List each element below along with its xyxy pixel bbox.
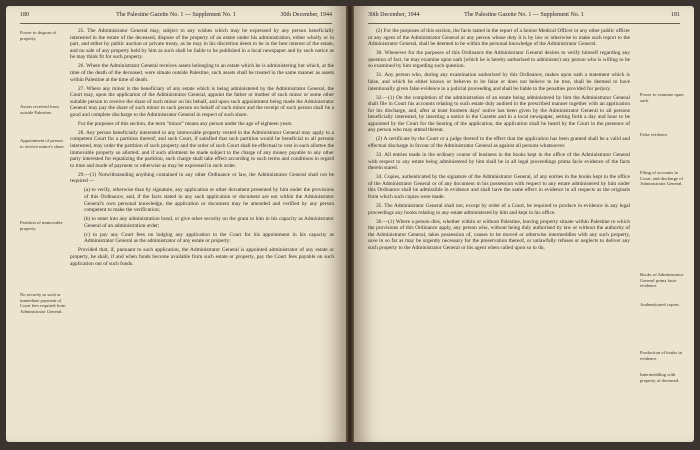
paragraph: 32.—(1) On the completion of the administration of an estate being administered by him the Administrator General shall file in Court his accounts relating to such estate duly audited in the prescribed manner together with an application for his discharge, and, after at least fourteen days' notice has been given by the Administrator General to all persons beneficially interested, by inserting a notice in the Gazette and in a local newspaper, setting forth a day and hour to be appointed by the Court for the hearing of the application, the application shall be heard by the Court in the presence of any person who may attend thereat. — [368, 94, 630, 134]
running-title: The Palestine Gazette No. 1 — Supplement No. 1 — [116, 12, 236, 18]
header-rule — [368, 23, 680, 24]
left-page-text — [70, 28, 334, 270]
paragraph: 30. Whenever for the purposes of this Ordinance the Administrator General desires to verify himself regarding any question of fact, he may examine upon oath (which he is hereby authorised to administer) any person who is willing to be so examined by him regarding such question. — [368, 50, 630, 70]
paragraph: 31. Any person who, during any examination authorised by this Ordinance, makes upon oath a statement which is false, and which he either knows or believes to be false or does not believe to be true, shall be deemed to have intentionally given false evidence in a judicial proceeding and shall be liable to the penalties provided for perjury. — [368, 72, 630, 92]
page-number: 181 — [671, 12, 680, 18]
paragraph: (2) A certificate by the Court or a judge thereof to the effect that the application has been granted shall be a valid and effectual discharge in favour of the Administrator General as against all persons whatsoever. — [368, 136, 630, 150]
running-title: The Palestine Gazette No. 1 — Supplement No. 1 — [464, 12, 584, 18]
open-book — [6, 6, 694, 446]
paragraph: 34. Copies, authenticated by the signature of the Administrator General, of any entries in the books kept in the office of the Administrator General or of any document in his possession with respect to any estate administered by him under this Ordinance shall be admissible in evidence and shall have the same effect in evidence in all respects as the originals from which such copies were made. — [368, 174, 630, 200]
margin-note: False evidence. — [640, 132, 669, 137]
paragraph: 26. Where the Administrator General receives assets belonging to an estate which he is administering but which, at the time of the death of the deceased, were situate outside Palestine, such assets shall be treated in the same manner as assets within Palestine at the time of death. — [70, 63, 334, 83]
margin-note: Books of Administrator General prima facie evidence. — [640, 272, 684, 289]
paragraph: 25. The Administrator General may, subject to any wishes which may be expressed by any person beneficially interested in the estate of the deceased, dispose of the property of an estate under his administration, either wholly or in part, and either by public auction or private treaty, as he may in his discretion deem to be in the best interest of the estate, and no sale of any property held by him as such shall be liable to be published in a local newspaper and by such notice as he may think fit for such property. — [70, 28, 334, 61]
margin-note: Production of books in evidence. — [640, 350, 682, 361]
paragraph: For the purposes of this section, the term "minor" means any person under the age of eighteen years. — [78, 120, 293, 127]
paragraph: (c) to pay any Court fees on lodging any application to the Court for his appointment in his capacity as Administrator General as the administrator of any estate or property: — [84, 231, 334, 245]
paragraph: 29.—(1) Notwithstanding anything contained in any other Ordinance or law, the Administrator General shall not be required — — [70, 171, 334, 185]
issue-date: 30th December, 1944 — [368, 12, 420, 18]
paragraph: 36.—(1) Where a person dies, whether within or without Palestine, leaving property situate within Palestine to which the provisions of this Ordinance apply, any person who, without being duly authorised by law or without the authority of the Administrator General, takes possession of, causes to be moved or otherwise intermeddles with any such property, save in so far as may be urgently necessary for the preservation thereof, or unlawfully refuses or neglects to deliver any such property to the Administrator General or his agent when called upon so to do, — [368, 218, 630, 251]
page-number: 180 — [20, 12, 29, 18]
paragraph: (b) to enter into any administration bond, or give other security on the grant to him in his capacity as Administrator General of an administration order; — [84, 216, 334, 229]
margin-note: Assets received from outside Palestine. — [20, 104, 59, 115]
header-rule — [20, 23, 332, 24]
paragraph: 28. Any person beneficially interested in any immovable property vested in the Administrator General may apply to a competent Court for a partition thereof; and such Court, if satisfied that such partition would be beneficial to all persons interested, may order the partition of such property and the order of such Court shall be effectual to vest in each allottee the immovable property so allotted; and if such allotment be made subject to the charge of any money payable to any other party interested for equalizing the partition, such charge shall take effect according to such terms and conditions in regard to time and mode of payment or otherwise as may be expressed in such order. — [70, 129, 334, 169]
margin-note: Authenticated copies. — [640, 302, 680, 307]
right-page-text — [368, 28, 630, 254]
paragraph: 27. Where any minor is the beneficiary of any estate which is being administered by the Administrator General, the Court may, upon the application of the Administrator General, appoint the father or mother of such minor or some other suitable person to receive the share of such minor on his behalf, and upon such appointment being made the Administrator General may pay the share of such minor to such person on behalf of such minor and the receipt of such person shall be a good and complete discharge to the Administrator General in respect of such share. — [70, 85, 334, 118]
margin-note: Power to dispose of property. — [20, 30, 57, 41]
paragraph: Provided that, if, pursuant to such application, the Administrator General is appointed administrator of any estate or property, he shall, if and when funds become available from such estate or property, pay the Court fees payable on such application out of such funds. — [70, 247, 334, 267]
right-page — [354, 6, 694, 442]
margin-note: Appointment of person to receive minor's share. — [20, 138, 65, 149]
paragraph: 33. All entries made in the ordinary course of business in the books kept in the office of the Administrator General with respect to any estate being administered by him shall be in all legal proceedings prima facie evidence of the facts therein stated. — [368, 152, 630, 172]
margin-note: No security as such or immediate payment of Court fees required from Administrator General. — [20, 292, 66, 314]
paragraph: (2) For the purposes of this section, the facts stated in the report of a Senior Medical Officer or any other public officer or any agent of the Administrator General or any person whose duty it is by law or otherwise to make such report to the Administrator General, shall be deemed to be within the personal knowledge of the Administrator General. — [368, 28, 630, 48]
margin-note: Power to examine upon oath. — [640, 92, 684, 103]
margin-note: Partition of immovable property. — [20, 220, 63, 231]
margin-note: Filing of accounts in Court, and discharge of Administrator General. — [640, 170, 684, 187]
paragraph: (a) to verify, otherwise than by signature, any application or other document presented by him under the provisions of this Ordinance, and, if the facts stated in any such application or document are not within the Administrator General's own personal knowledge, the application or document may be amended and verified by any person competent to make the verification; — [84, 187, 334, 214]
left-page — [6, 6, 346, 442]
margin-note: Intermeddling with property of deceased. — [640, 372, 680, 383]
book-gutter — [346, 6, 354, 442]
issue-date: 30th December, 1944 — [280, 12, 332, 18]
paragraph: 35. The Administrator General shall not, except by order of a Court, be required to produce in evidence in any legal proceedings any books relating to any estate administered by him and kept in his office. — [368, 202, 630, 216]
